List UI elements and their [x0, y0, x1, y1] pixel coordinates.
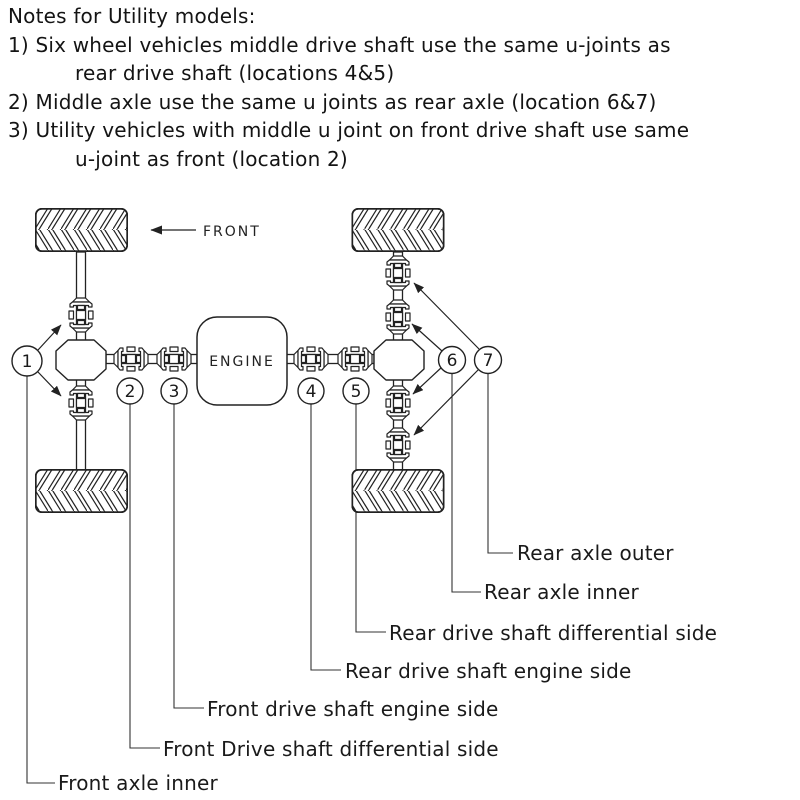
wheel-rear-top	[352, 209, 445, 251]
callout-label-rear-axle-inner: Rear axle inner	[484, 580, 639, 604]
arrow-1-upper	[38, 325, 61, 350]
leader-line-6	[452, 373, 481, 592]
ujoint-front-shaft-engine-side	[157, 347, 191, 371]
ujoint-front-axle-lower	[69, 386, 93, 420]
callout-label-rear-axle-outer: Rear axle outer	[517, 541, 674, 565]
callout-labels	[58, 541, 717, 795]
callout-label-front-shaft-engine-side: Front drive shaft engine side	[207, 697, 499, 721]
notes-line-1: 1) Six wheel vehicles middle drive shaft use the same u-joints as	[8, 32, 671, 57]
callout-label-rear-shaft-engine-side: Rear drive shaft engine side	[345, 659, 632, 683]
wheel-rear-bottom	[352, 470, 445, 512]
leader-line-7	[488, 373, 513, 553]
ujoint-front-shaft-diff-side	[114, 347, 148, 371]
ujoint-rear-axle-outer-upper	[386, 256, 410, 290]
callout-number-5: 5	[350, 382, 362, 402]
ujoint-rear-shaft-diff-side	[338, 347, 372, 371]
callout-circle-7	[475, 347, 502, 374]
callout-number-6: 6	[446, 351, 458, 371]
ujoint-rear-axle-inner-lower	[386, 386, 410, 420]
notes-line-1b: rear drive shaft (locations 4&5)	[75, 61, 395, 85]
callout-circle-5	[343, 378, 369, 404]
leader-line-5	[356, 404, 386, 632]
arrow-1-lower	[38, 372, 61, 396]
callout-number-1: 1	[21, 352, 33, 372]
ujoint-rear-axle-inner-upper	[386, 300, 410, 334]
callout-label-front-shaft-diff-side: Front Drive shaft differential side	[163, 737, 499, 761]
wheel-front-top	[35, 209, 128, 251]
callout-circle-4	[298, 378, 324, 404]
callout-label-front-axle-inner: Front axle inner	[58, 771, 218, 795]
callout-number-4: 4	[305, 382, 317, 402]
callout-circle-1	[12, 346, 42, 376]
notes-title: Notes for Utility models:	[8, 4, 256, 28]
front-differential	[56, 340, 106, 380]
arrow-7-lower	[414, 369, 479, 435]
arrow-7-upper	[414, 283, 479, 349]
rear-differential	[374, 340, 424, 380]
front-label: FRONT	[203, 224, 261, 240]
notes-line-3: 3) Utility vehicles with middle u joint on front drive shaft use same	[8, 118, 690, 142]
leader-line-4	[311, 404, 341, 670]
leader-line-1	[27, 376, 55, 783]
callout-label-rear-shaft-diff-side: Rear drive shaft differential side	[389, 621, 718, 645]
wheel-front-bottom	[35, 470, 128, 512]
callout-number-7: 7	[482, 351, 494, 371]
callout-circle-6	[439, 347, 466, 374]
notes-line-2: 2) Middle axle use the same u joints as rear axle (location 6&7)	[8, 89, 657, 114]
notes-line-3b: u-joint as front (location 2)	[75, 146, 348, 171]
callout-circle-3	[161, 378, 187, 404]
leader-line-2	[130, 404, 160, 748]
leader-lines	[27, 373, 513, 783]
callout-number-2: 2	[124, 382, 136, 402]
callout-number-3: 3	[168, 382, 180, 402]
front-direction	[151, 224, 261, 240]
callout-circle-2	[117, 378, 143, 404]
engine-label: ENGINE	[209, 354, 275, 370]
leader-line-3	[174, 404, 204, 708]
ujoint-rear-shaft-engine-side	[294, 347, 328, 371]
ujoint-rear-axle-outer-lower	[386, 428, 410, 462]
ujoint-front-axle-upper	[69, 298, 93, 332]
engine-box	[197, 317, 287, 405]
